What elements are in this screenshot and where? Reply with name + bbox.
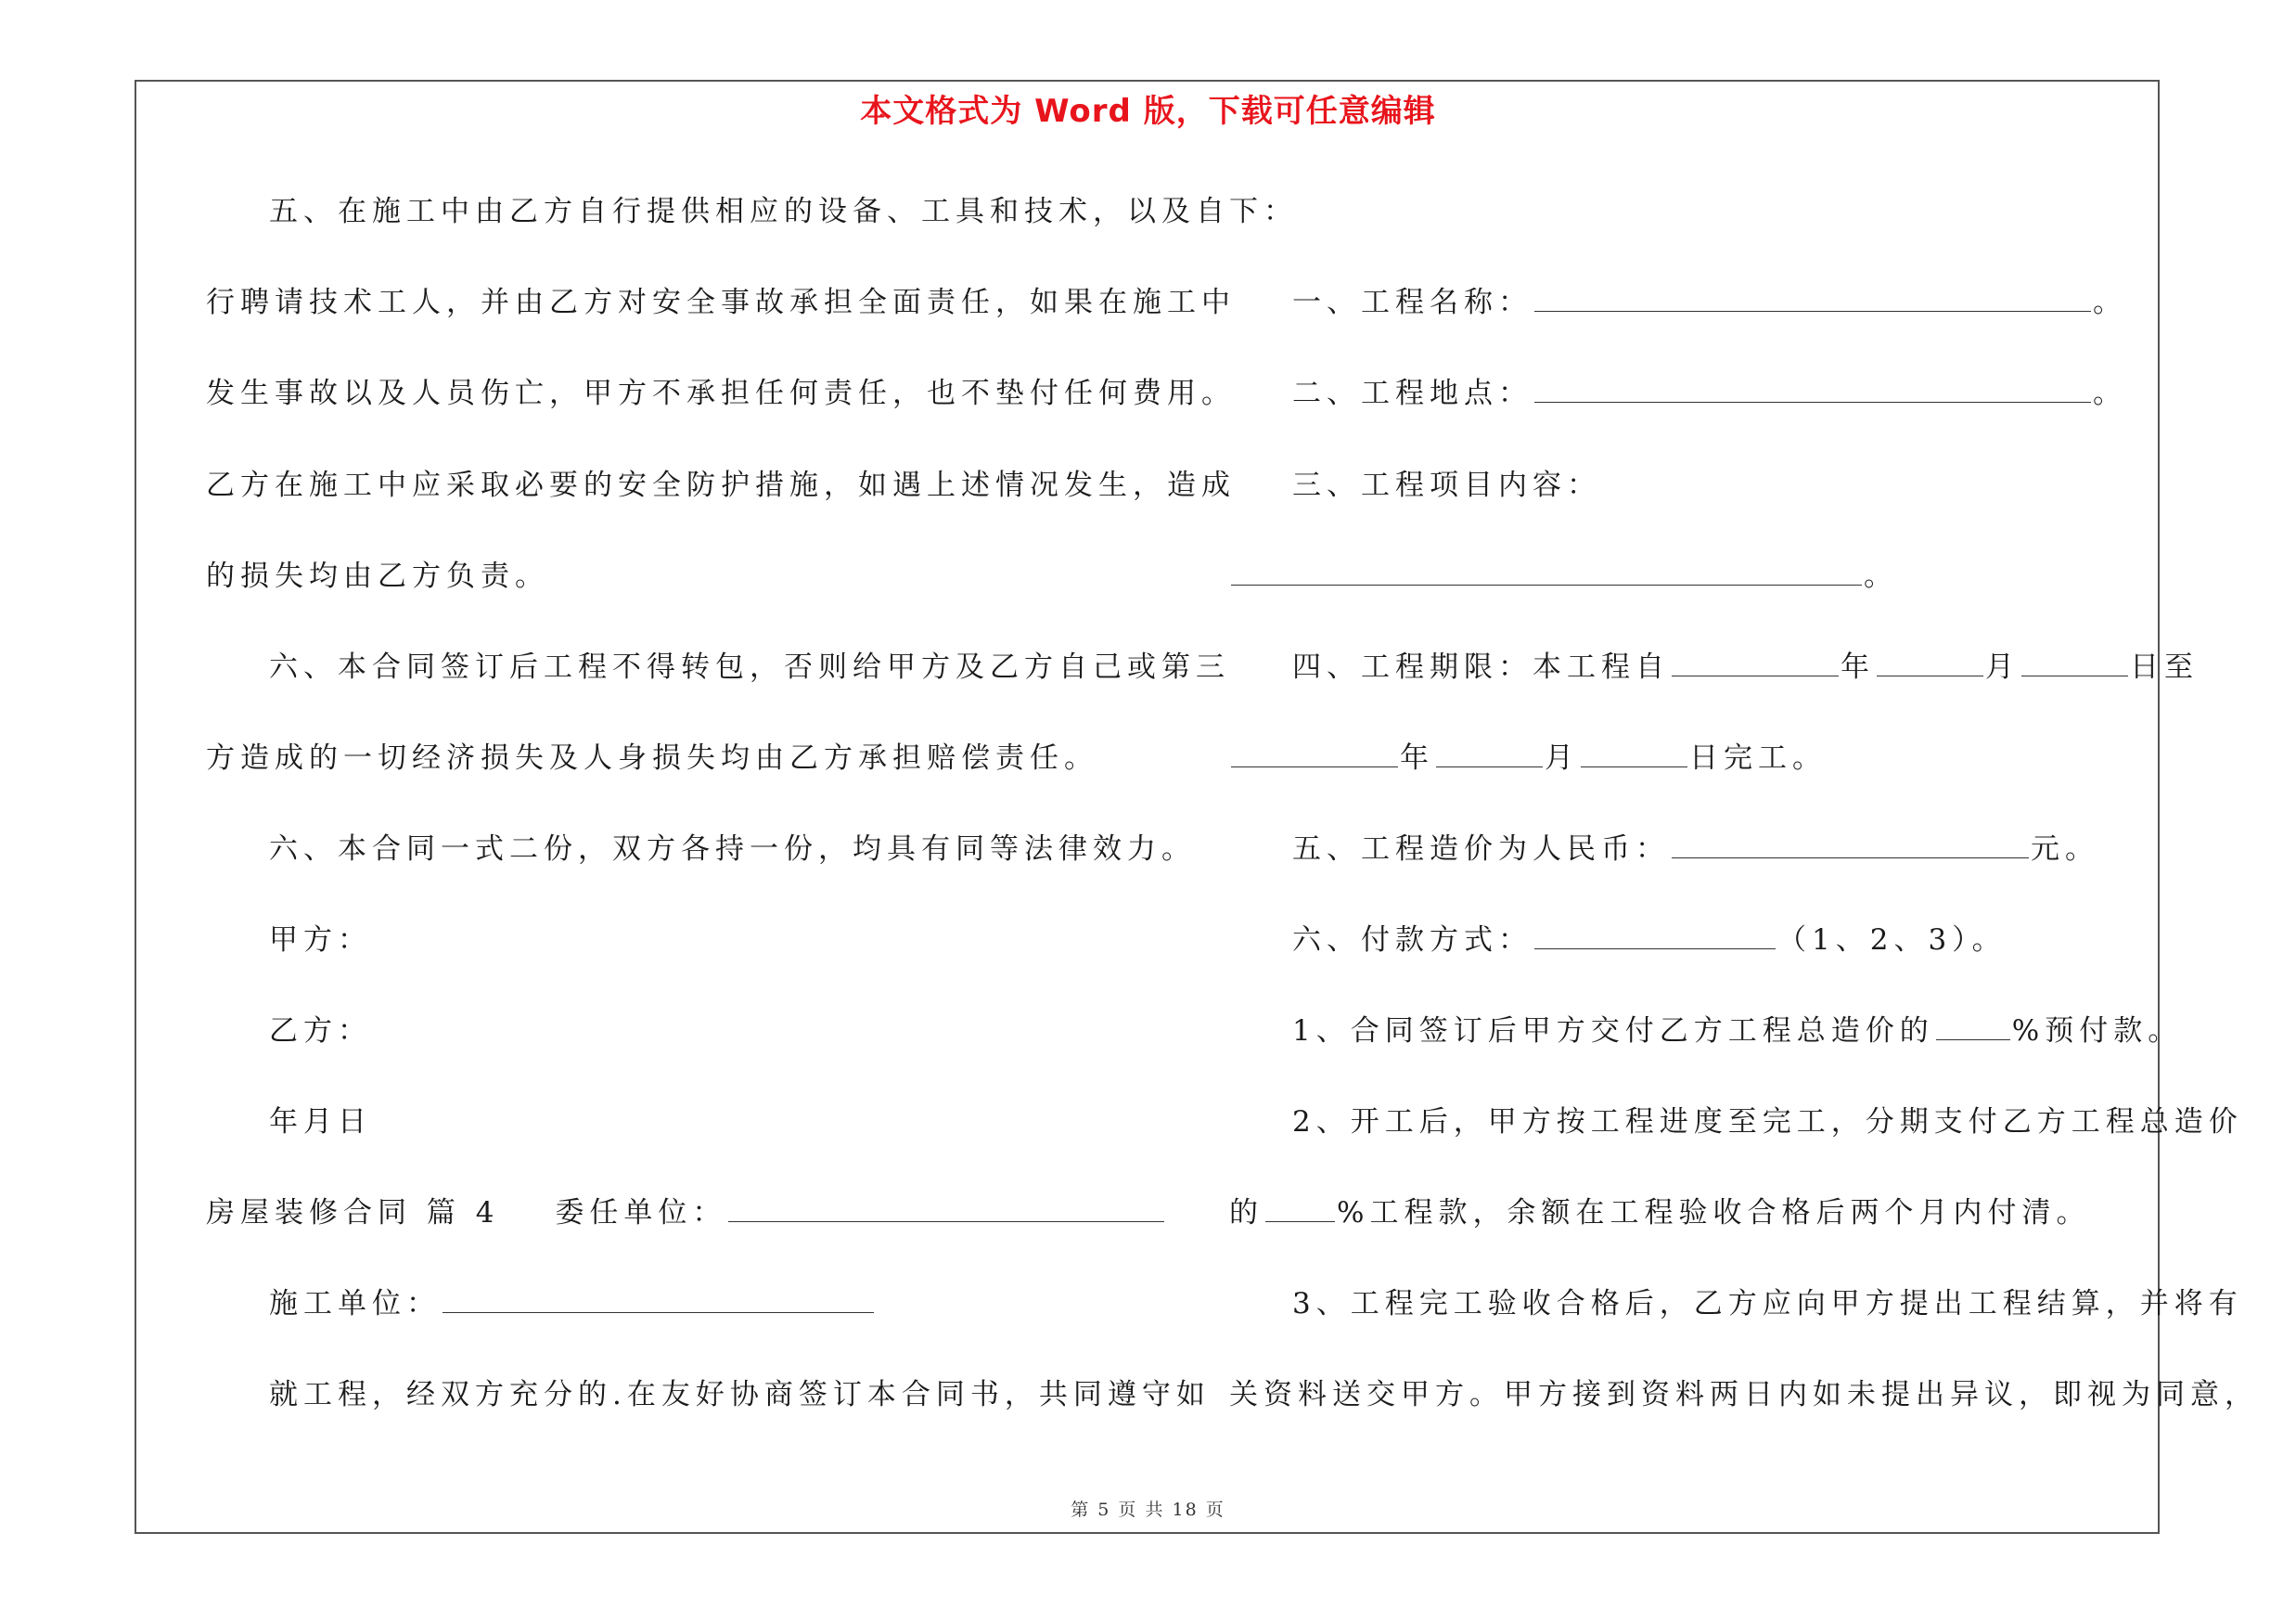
project-end-line — [1229, 740, 1827, 777]
section-title-line — [206, 1194, 1166, 1231]
paragraph-line: 发生事故以及人员伤亡，甲方不承担任何责任，也不垫付任何费用。 — [206, 377, 1236, 410]
section-title: 房屋装修合同 篇 4 — [206, 1196, 500, 1230]
project-location-blank — [1534, 376, 2091, 403]
year-label: 年 — [1400, 741, 1434, 775]
payment-term-text: 1、合同签订后甲方交付乙方工程总造价的 — [1292, 1014, 1934, 1048]
construction-unit-label: 施工单位： — [269, 1287, 441, 1320]
completion-label: 日完工。 — [1689, 741, 1827, 775]
payment-method-label: 六、付款方式： — [1292, 923, 1533, 957]
end-day-blank — [1581, 741, 1687, 767]
project-name-label: 一、工程名称： — [1292, 286, 1533, 319]
project-content-label: 三、工程项目内容： — [1292, 469, 1601, 502]
end-month-blank — [1436, 741, 1543, 767]
paragraph-line: 五、在施工中由乙方自行提供相应的设备、工具和技术，以及自 — [269, 195, 1230, 228]
project-content-blank — [1231, 559, 1862, 586]
start-month-blank — [1877, 650, 1983, 676]
commissioning-unit-label: 委任单位： — [555, 1196, 727, 1230]
payment-term-2 — [1229, 1194, 2090, 1231]
paragraph-line: 乙方在施工中应采取必要的安全防护措施，如遇上述情况发生，造成 — [206, 469, 1236, 502]
page-number: 第 5 页 共 18 页 — [1071, 1500, 1225, 1520]
start-day-blank — [2021, 650, 2128, 676]
project-content-line — [1229, 558, 1898, 595]
commissioning-unit-blank — [728, 1195, 1164, 1222]
document-header: 本文格式为 Word 版，下载可任意编辑 — [860, 93, 1436, 130]
start-year-blank — [1672, 650, 1839, 676]
payment-term-text: 的 — [1229, 1196, 1263, 1230]
paragraph-line: 下： — [1229, 195, 1298, 228]
payment-term-1 — [1292, 1012, 2182, 1050]
project-period-label: 四、工程期限：本工程自 — [1292, 650, 1670, 684]
month-label: 月 — [1985, 650, 2020, 684]
paragraph-line: 2、开工后，甲方按工程进度至完工，分期支付乙方工程总造价 — [1292, 1105, 2243, 1139]
paragraph-line: 关资料送交甲方。甲方接到资料两日内如未提出异议，即视为同意， — [1229, 1378, 2259, 1411]
paragraph-line: 方造成的一切经济损失及人身损失均由乙方承担赔偿责任。 — [206, 741, 1098, 775]
period-mark: 。 — [2093, 377, 2127, 410]
end-year-blank — [1231, 741, 1398, 767]
year-label: 年 — [1841, 650, 1875, 684]
project-name-blank — [1534, 285, 2091, 312]
month-label: 月 — [1545, 741, 1579, 775]
project-location-label: 二、工程地点： — [1292, 377, 1533, 410]
paragraph-line: 就工程，经双方充分的.在友好协商签订本合同书，共同遵守如 — [269, 1378, 1211, 1411]
project-cost-line — [1292, 831, 2099, 868]
payment-method-blank — [1534, 922, 1776, 949]
project-period-line — [1292, 649, 2199, 686]
currency-unit: 元。 — [2031, 832, 2099, 866]
project-name-line — [1292, 284, 2127, 321]
construction-unit-line — [269, 1285, 876, 1322]
party-b-label: 乙方： — [269, 1014, 372, 1048]
prepayment-percent-blank — [1936, 1013, 2010, 1040]
period-mark: 。 — [1864, 560, 1898, 593]
payment-term-text: %预付款。 — [2011, 1014, 2183, 1048]
progress-percent-blank — [1265, 1195, 1335, 1222]
period-mark: 。 — [2093, 286, 2127, 319]
payment-method-line — [1292, 921, 2007, 959]
project-cost-blank — [1672, 831, 2029, 858]
paragraph-line: 3、工程完工验收合格后，乙方应向甲方提出工程结算，并将有 — [1292, 1287, 2243, 1320]
paragraph-line: 六、本合同签订后工程不得转包，否则给甲方及乙方自己或第三 — [269, 650, 1230, 684]
paragraph-line: 的损失均由乙方负责。 — [206, 560, 549, 593]
payment-options: （1、2、3）。 — [1777, 923, 2007, 957]
paragraph-line: 六、本合同一式二份，双方各持一份，均具有同等法律效力。 — [269, 832, 1196, 866]
paragraph-line: 行聘请技术工人，并由乙方对安全事故承担全面责任，如果在施工中 — [206, 286, 1236, 319]
project-cost-label: 五、工程造价为人民币： — [1292, 832, 1670, 866]
day-to-label: 日至 — [2130, 650, 2199, 684]
party-a-label: 甲方： — [269, 923, 372, 957]
project-location-line — [1292, 375, 2127, 412]
payment-term-text: %工程款，余额在工程验收合格后两个月内付清。 — [1337, 1196, 2091, 1230]
date-label: 年月日 — [269, 1105, 372, 1139]
construction-unit-blank — [443, 1286, 874, 1313]
